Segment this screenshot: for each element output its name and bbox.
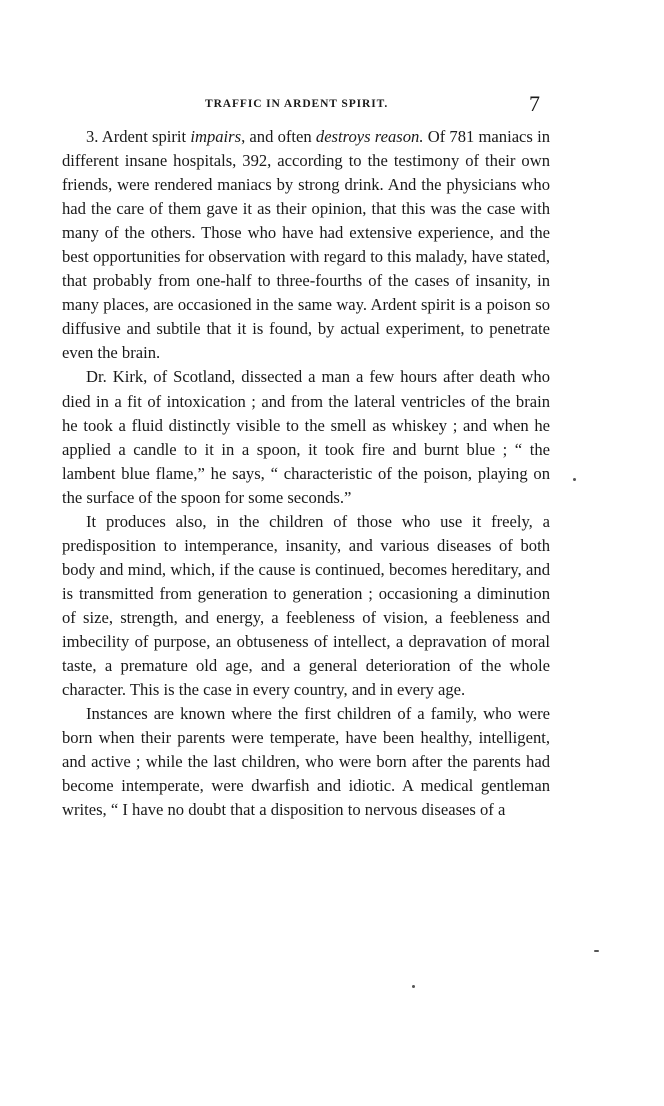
paragraph-children: It produces also, in the children of those who use it freely, a predisposition to intemperance, insanity, and various diseases of both body and mind, which, if the cause is continued, becomes hereditary, and is transmitted from generation to generation ; occasioning a diminution of size, strength, and energy, a feebleness of vision, a feebleness and imbecility of purpose, an obtuseness of intellect, a depravation of moral taste, a premature old age, and a general deterioration of the whole character. This is the case in every country, and in every age. bbox=[62, 511, 550, 700]
paragraph-mid: , and often bbox=[241, 127, 316, 146]
page-header bbox=[0, 91, 664, 118]
page-number: 7 bbox=[529, 91, 540, 116]
paragraph-ardent-spirit-reason bbox=[62, 125, 550, 365]
ink-speck bbox=[594, 950, 599, 952]
emphasis-destroys-reason: destroys reason. bbox=[315, 127, 424, 146]
paragraph-dr-kirk: Dr. Kirk, of Scotland, dissected a man a few hours after death who died in a fit of intoxication ; and from the lateral ventricles of the brain he took a fluid distinctly visible to the smell as whiskey ; and when he applied a candle to it in a spoon, it took fire and burnt blue ; “ the lambent blue flame,” he says, “ characteristic of the poison, playing on the surface of the spoon for some seconds.” bbox=[62, 367, 550, 507]
paragraph-lead: 3. Ardent spirit bbox=[86, 127, 191, 146]
ink-speck bbox=[573, 478, 576, 481]
paragraph-instances: Instances are known where the first children of a family, who were born when their parents were temperate, have been healthy, intelligent, and active ; while the last children, who were born after the parents had become intemperate, were dwarfish and idiotic. A medical gentleman writes, “ I have no doubt that a disposition to nervous diseases of a bbox=[62, 704, 550, 820]
emphasis-impairs: impairs bbox=[190, 127, 242, 146]
ink-speck bbox=[412, 985, 415, 988]
body-text bbox=[62, 125, 550, 822]
running-head: TRAFFIC IN ARDENT SPIRIT. bbox=[205, 98, 389, 110]
paragraph-rest: Of 781 maniacs in different insane hospitals, 392, according to the testimony of their own friends, were rendered maniacs by strong drink. And the physicians who had the care of them gave it as their opinion, that this was the case with many of the others. Those who have had extensive experience, and the best opportunities for observation with regard to this malady, have stated, that probably from one-half to three-fourths of the cases of insanity, in many places, are occasioned in the same way. Ardent spirit is a poison so diffusive and subtile that it is found, by actual experiment, to penetrate even the brain. bbox=[62, 127, 550, 363]
